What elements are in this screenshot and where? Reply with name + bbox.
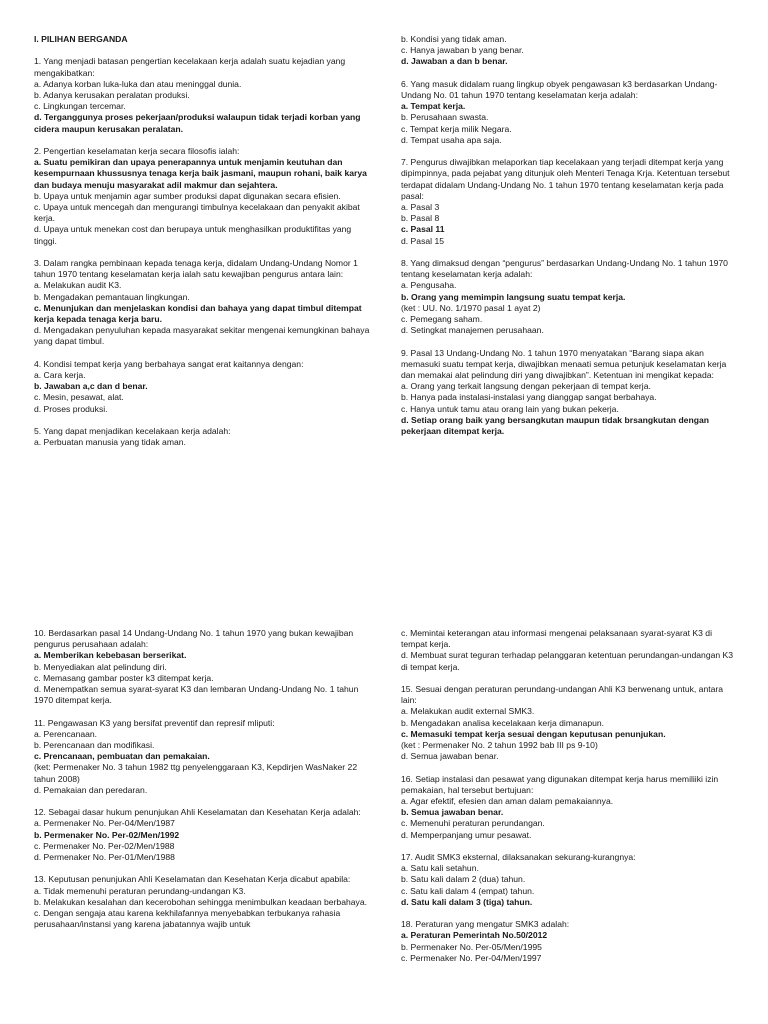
question-block: [34, 359, 372, 415]
answer-option: a. Permenaker No. Per-04/Men/1987: [34, 818, 175, 829]
answer-option: c. Lingkungan tercemar.: [34, 101, 126, 112]
answer-option: a. Tempat kerja.: [401, 101, 466, 112]
question-block: [34, 874, 372, 930]
question-text: 8. Yang dimaksud dengan “pengurus” berdasarkan Undang-Undang No. 1 tahun 1970 tentang keselamatan kerja adalah:: [401, 258, 731, 280]
question-list: [34, 628, 372, 930]
answer-option: d. Pemakaian dan peredaran.: [34, 784, 148, 795]
answer-option: b. Mengadakan analisa kecelakaan kerja dimanapun.: [401, 717, 605, 728]
answer-option: c. Hanya jawaban b yang benar.: [401, 45, 524, 56]
answer-option: d. Proses produksi.: [34, 403, 108, 414]
answer-option: c. Memintai keterangan atau informasi mengenai pelaksanaan syarat-syarat K3 di tempat kerja.: [401, 628, 715, 650]
answer-option: c. Pemegang saham.: [401, 314, 483, 325]
question-block: [401, 157, 739, 247]
answer-option: a. Orang yang terkait langsung dengan pekerjaan di tempat kerja.: [401, 381, 651, 392]
question-text: 6. Yang masuk didalam ruang lingkup obyek pengawasan k3 berdasarkan Undang-Undang No. 01 tahun 1970 tentang keselamatan kerja adalah:: [401, 78, 718, 100]
answer-option: a. Melakukan audit external SMK3.: [401, 706, 535, 717]
answer-option: c. Pasal 11: [401, 224, 445, 235]
answer-option: c. Memenuhi peraturan perundangan.: [401, 818, 545, 829]
answer-option: b. Upaya untuk menjamin agar sumber produksi dapat digunakan secara efisien.: [34, 190, 341, 201]
question-block: [401, 258, 739, 336]
question-block: [34, 718, 372, 796]
answer-option: b. Semua jawaban benar.: [401, 807, 504, 818]
document-page-2: [0, 618, 768, 1024]
answer-option: c. Memasuki tempat kerja sesuai dengan keputusan penunjukan.: [401, 728, 666, 739]
question-text: 9. Pasal 13 Undang-Undang No. 1 tahun 1970 menyatakan “Barang siapa akan memasuki suatu tempat kerja, diwajibkan menaati semua petunjuk keselamatan kerja dan memakai alat pelindung diri yang diwajibkan”. Ketentuan ini mengikat kepada:: [401, 347, 729, 381]
answer-option: b. Permenaker No. Per-05/Men/1995: [401, 941, 542, 952]
answer-option: d. Setiap orang baik yang bersangkutan maupun tidak brsangkutan dengan pekerjaan ditempat kerja.: [401, 414, 712, 437]
question-text: 13. Keputusan penunjukan Ahli Keselamatan dan Kesehatan Kerja dicabut apabila:: [34, 874, 351, 885]
question-block: [34, 628, 372, 706]
answer-option: c. Tempat kerja milik Negara.: [401, 123, 512, 134]
answer-option: b. Jawaban a,c dan d benar.: [34, 381, 148, 392]
continued-options: [401, 34, 739, 68]
question-text: 12. Sebagai dasar hukum penunjukan Ahli Keselamatan dan Kesehatan Kerja adalah:: [34, 807, 361, 818]
answer-option: b. Perencanaan dan modifikasi.: [34, 740, 155, 751]
section-heading: I. PILIHAN BERGANDA: [34, 34, 128, 44]
answer-option: (ket : UU. No. 1/1970 pasal 1 ayat 2): [401, 302, 541, 313]
answer-option: a. Pasal 3: [401, 202, 440, 213]
answer-option: c. Menunjukan dan menjelaskan kondisi dan bahaya yang dapat timbul ditempat kerja kepada tenaga kerja baru.: [34, 302, 364, 325]
answer-option: d. Mengadakan penyuluhan kepada masyarakat sekitar mengenai kemungkinan bahaya yang dapat timbul.: [34, 325, 372, 347]
question-text: 16. Setiap instalasi dan pesawat yang digunakan ditempat kerja harus memiliiki izin pemakaian, hal tersebut bertujuan:: [401, 773, 721, 795]
answer-option: b. Mengadakan pemantauan lingkungan.: [34, 291, 190, 302]
question-block: [34, 807, 372, 863]
page-2-right-column: [401, 628, 739, 964]
answer-option: d. Menempatkan semua syarat-syarat K3 dan lembaran Undang-Undang No. 1 tahun 1970 ditempat kerja.: [34, 684, 361, 706]
answer-option: a. Satu kali setahun.: [401, 863, 479, 874]
page-1-right-column: [401, 34, 739, 437]
answer-option: c. Dengan sengaja atau karena kekhilafannya menyebabkan terbukanya rahasia perusahaan/instansi yang karena jabatannya wajib untuk: [34, 908, 343, 930]
answer-option: d. Pasal 15: [401, 235, 444, 246]
question-block: [401, 79, 739, 146]
question-list: [401, 79, 739, 437]
question-block: [401, 684, 739, 762]
question-text: 15. Sesuai dengan peraturan perundang-undangan Ahli K3 berwenang untuk, antara lain:: [401, 684, 726, 706]
answer-option: b. Menyediakan alat pelindung diri.: [34, 661, 167, 672]
question-block: [34, 56, 372, 134]
answer-option: d. Upaya untuk menekan cost dan berupaya untuk menghasilkan produktifitas yang tinggi.: [34, 224, 354, 246]
answer-option: d. Memperpanjang umur pesawat.: [401, 829, 532, 840]
answer-option: c. Memasang gambar poster k3 ditempat kerja.: [34, 672, 214, 683]
question-list: [401, 684, 739, 964]
answer-option: b. Pasal 8: [401, 213, 440, 224]
page-gap: [0, 600, 768, 618]
answer-option: a. Cara kerja.: [34, 370, 86, 381]
question-text: 18. Peraturan yang mengatur SMK3 adalah:: [401, 919, 570, 930]
answer-option: c. Satu kali dalam 4 (empat) tahun.: [401, 885, 535, 896]
answer-option: b. Perusahaan swasta.: [401, 112, 489, 123]
answer-option: d. Semua jawaban benar.: [401, 751, 499, 762]
answer-option: d. Permenaker No. Per-01/Men/1988: [34, 852, 175, 863]
answer-option: (ket: Permenaker No. 3 tahun 1982 ttg penyelenggaraan K3, Kepdirjen WasNaker 22 tahun 2008): [34, 762, 360, 784]
answer-option: b. Permenaker No. Per-02/Men/1992: [34, 829, 180, 840]
answer-option: c. Permenaker No. Per-02/Men/1988: [34, 840, 175, 851]
page-1-left-column: [34, 34, 372, 448]
question-text: 17. Audit SMK3 eksternal, dilaksanakan sekurang-kurangnya:: [401, 852, 636, 863]
answer-option: c. Upaya untuk mencegah dan mengurangi timbulnya kecelakaan dan penyakit akibat kerja.: [34, 202, 363, 224]
continued-options: [401, 628, 739, 673]
question-block: [401, 852, 739, 908]
answer-option: a. Agar efektif, efesien dan aman dalam pemakaiannya.: [401, 796, 614, 807]
answer-option: a. Tidak memenuhi peraturan perundang-undangan K3.: [34, 885, 246, 896]
answer-option: c. Prencanaan, pembuatan dan pemakaian.: [34, 751, 210, 762]
answer-option: a. Perbuatan manusia yang tidak aman.: [34, 437, 186, 448]
question-block: [401, 774, 739, 841]
answer-option: a. Pengusaha.: [401, 280, 457, 291]
question-block: [401, 919, 739, 964]
page-2-left-column: [34, 628, 372, 930]
answer-option: a. Adanya korban luka-luka dan atau meninggal dunia.: [34, 78, 242, 89]
answer-option: b. Orang yang memimpin langsung suatu tempat kerja.: [401, 291, 626, 302]
question-block: [34, 258, 372, 348]
question-text: 3. Dalam rangka pembinaan kepada tenaga kerja, didalam Undang-Undang Nomor 1 tahun 1970 tentang keselamatan kerja ialah satu kewajiban pengurus antara lain:: [34, 258, 361, 280]
answer-option: a. Suatu pemikiran dan upaya penerapannya untuk menjamin keutuhan dan kesempurnaan khussusnya tenaga kerja baik jasmani, maupun rohani, baik karya dan budaya menuju masyarakat adil makmur dan sejahtera.: [34, 157, 370, 190]
answer-option: b. Kondisi yang tidak aman.: [401, 34, 507, 44]
answer-option: b. Satu kali dalam 2 (dua) tahun.: [401, 874, 526, 885]
question-text: 10. Berdasarkan pasal 14 Undang-Undang No. 1 tahun 1970 yang bukan kewajiban pengurus perusahaan adalah:: [34, 628, 356, 650]
answer-option: d. Jawaban a dan b benar.: [401, 56, 508, 67]
answer-option: a. Memberikan kebebasan berserikat.: [34, 650, 187, 661]
answer-option: a. Perencanaan.: [34, 728, 98, 739]
answer-option: b. Melakukan kesalahan dan kecerobohan sehingga menimbulkan keadaan berbahaya.: [34, 896, 368, 907]
question-text: 5. Yang dapat menjadikan kecelakaan kerja adalah:: [34, 426, 231, 437]
answer-option: c. Hanya untuk tamu atau orang lain yang bukan pekerja.: [401, 403, 619, 414]
answer-option: b. Adanya kerusakan peralatan produksi.: [34, 90, 190, 100]
answer-option: c. Permenaker No. Per-04/Men/1997: [401, 952, 542, 963]
answer-option: d. Tempat usaha apa saja.: [401, 134, 502, 145]
answer-option: c. Mesin, pesawat, alat.: [34, 392, 124, 403]
question-text: 1. Yang menjadi batasan pengertian kecelakaan kerja adalah suatu kejadian yang mengakibatkan:: [34, 56, 348, 78]
question-text: 11. Pengawasan K3 yang bersifat preventif dan represif mliputi:: [34, 717, 275, 728]
answer-option: d. Terganggunya proses pekerjaan/produksi walaupun tidak terjadi korban yang cidera maupun kerusakan peralatan.: [34, 112, 363, 134]
answer-option: (ket : Permenaker No. 2 tahun 1992 bab III ps 9-10): [401, 740, 598, 751]
answer-option: d. Satu kali dalam 3 (tiga) tahun.: [401, 896, 533, 907]
question-list: [34, 56, 372, 448]
answer-option: d. Membuat surat teguran terhadap pelanggaran ketentuan perundangan-undangan K3 di tempat kerja.: [401, 650, 736, 672]
question-text: 2. Pengertian keselamatan kerja secara filosofis ialah:: [34, 146, 240, 156]
answer-option: a. Peraturan Pemerintah No.50/2012: [401, 930, 548, 941]
answer-option: a. Melakukan audit K3.: [34, 280, 122, 291]
question-block: [34, 146, 372, 247]
question-block: [34, 426, 372, 448]
answer-option: d. Setingkat manajemen perusahaan.: [401, 325, 544, 336]
question-text: 7. Pengurus diwajibkan melaporkan tiap kecelakaan yang terjadi ditempat kerja yang dipimpinnya, pada pejabat yang ditunjuk oleh Menteri Tenaga Krja. Ketentuan tersebut terdapat didalam Undang-Undang No. 1 tahun 1970 tentang keselamatan kerja pada pasal:: [401, 157, 732, 201]
answer-option: b. Hanya pada instalasi-instalasi yang dianggap sangat berbahaya.: [401, 392, 657, 403]
question-text: 4. Kondisi tempat kerja yang berbahaya sangat erat kaitannya dengan:: [34, 358, 304, 369]
question-block: [401, 348, 739, 438]
